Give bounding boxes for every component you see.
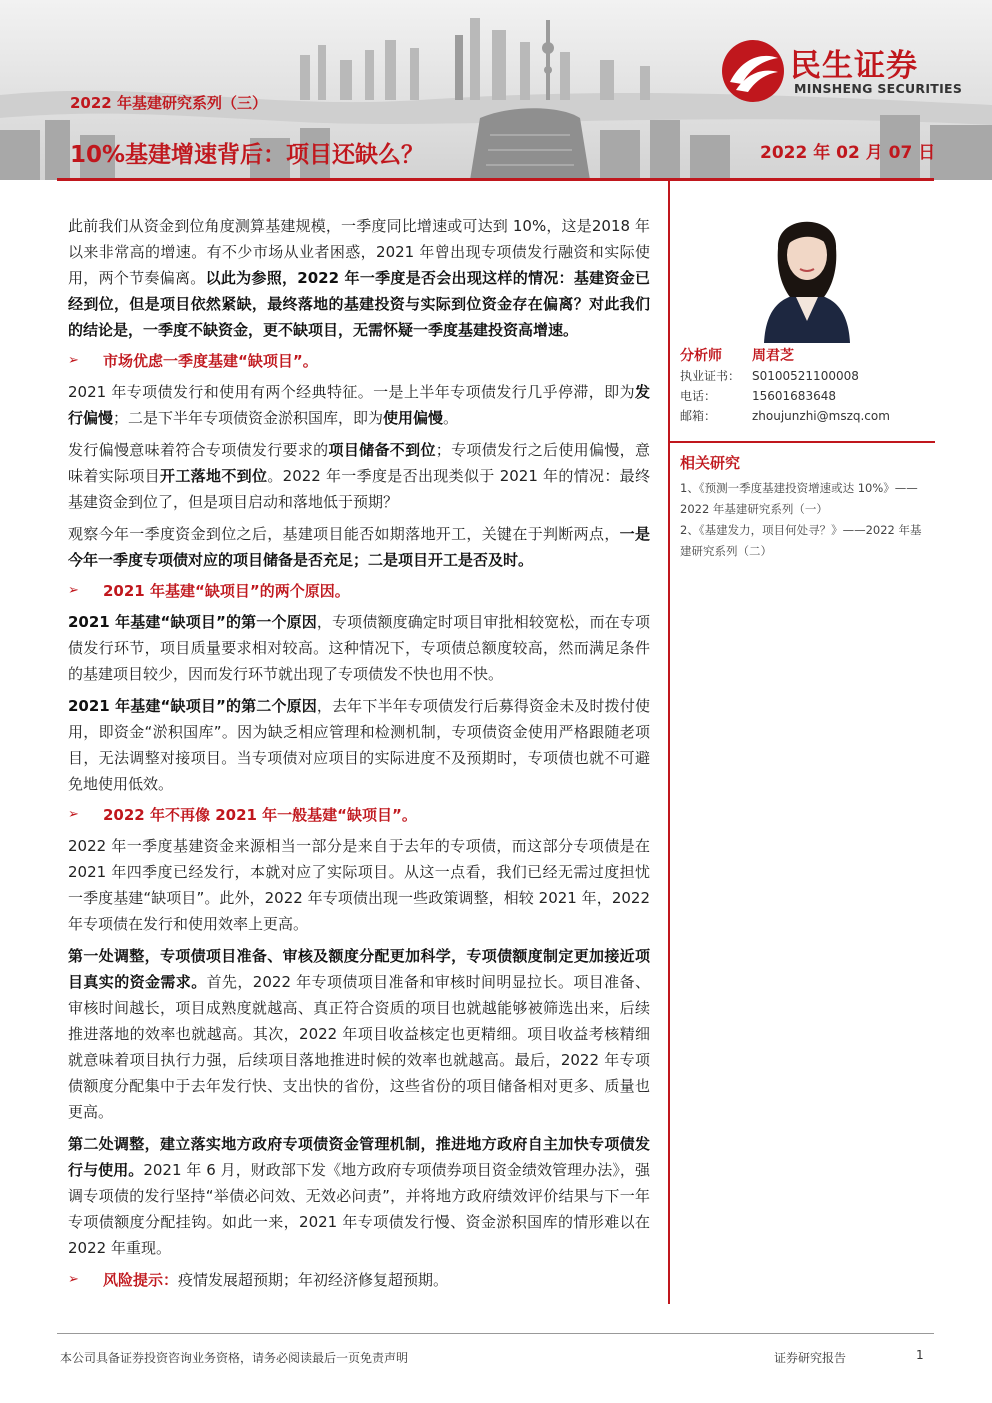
related-research-title: 相关研究 <box>680 454 741 472</box>
section-heading-text: 市场优虑一季度基建“缺项目”。 <box>103 352 318 370</box>
section-heading-text: 2022 年不再像 2021 年一般基建“缺项目”。 <box>103 806 417 824</box>
header-divider <box>57 178 934 181</box>
body-paragraph <box>68 1131 650 1261</box>
emphasis-text: 开工落地不到位 <box>160 467 268 485</box>
page-number: 1 <box>916 1348 924 1362</box>
body-paragraph <box>68 521 650 573</box>
body-paragraph <box>68 437 650 515</box>
body-text: ；专项债发行之后使用偏慢，意味着实际项目 <box>68 441 650 485</box>
analyst-portrait-image <box>744 193 870 343</box>
emphasis-text: 发行偏慢 <box>68 383 650 427</box>
header-banner <box>0 0 992 180</box>
body-paragraph <box>68 609 650 687</box>
analyst-phone-row <box>680 387 836 404</box>
analyst-phone-label: 电话： <box>680 389 717 403</box>
emphasis-text: 项目储备不到位 <box>328 441 436 459</box>
report-series: 2022 年基建研究系列（三） <box>70 94 267 112</box>
risk-label: 风险提示： <box>103 1271 179 1289</box>
body-text: 。2022 年一季度是否出现类似于 2021 年的情况：最终基建资金到位了，但是项目启动和落地低于预期？ <box>68 467 650 511</box>
risk-text: 疫情发展超预期；年初经济修复超预期。 <box>178 1271 449 1289</box>
minsheng-logo <box>720 38 970 106</box>
analyst-license-label: 执业证书： <box>680 369 741 383</box>
arrow-bullet-icon: ➢ <box>68 353 79 368</box>
analyst-name: 周君芝 <box>752 348 794 364</box>
body-text: 发行偏慢意味着符合专项债发行要求的 <box>68 441 329 459</box>
emphasis-text: 使用偏慢 <box>383 409 444 427</box>
intro-emphasis: 以此为参照，2022 年一季度是否会出现这样的情况：基建资金已经到位，但是项目依然紧缺，最终落地的基建投资与实际到位资金存在偏离？对此我们的结论是，一季度不缺资金，更不缺项目，无需怀疑一季度基建投资高增速。 <box>68 269 650 339</box>
related-research-list <box>680 478 930 562</box>
body-text: 。 <box>443 409 459 427</box>
emphasis-text: 2021 年基建“缺项目”的第一个原因 <box>68 613 317 631</box>
analyst-email-row <box>680 407 890 424</box>
minsheng-emblem-icon <box>720 38 786 104</box>
intro-text: 此前我们从资金到位角度测算基建规模，一季度同比增速或可达到 10%，这是2018 年以来非常高的增速。有不少市场从业者困惑，2021 年曾出现专项债发行融资和实际使用，两个节奏偏离。 <box>68 217 650 287</box>
related-research-item[interactable]: 2、《基建发力，项目何处寻？》——2022 年基建研究系列（二） <box>680 523 922 558</box>
intro-paragraph <box>68 213 650 343</box>
body-paragraph <box>68 943 650 1125</box>
arrow-bullet-icon: ➢ <box>68 583 79 598</box>
analyst-name-row <box>680 345 794 365</box>
body-text: ，去年下半年专项债发行后募得资金未及时拨付使用，即资金“淤积国库”。因为缺乏相应管理和检测机制，专项债资金使用严格跟随老项目，无法调整对接项目。当专项债对应项目的实际进度不及预期时，专项债也就不可避免地使用低效。 <box>68 697 650 793</box>
body-text: ，专项债额度确定时项目审批相较宽松，而在专项债发行环节，项目质量要求相对较高。这种情况下，专项债总额度较高，然而满足条件的基建项目较少，因而发行环节就出现了专项债发不快也用不快。 <box>68 613 650 683</box>
logo-text-english: MINSHENG SECURITIES <box>794 81 963 96</box>
analyst-phone-value: 15601683648 <box>752 389 836 403</box>
emphasis-text: 一是今年一季度专项债对应的项目储备是否充足；二是项目开工是否及时。 <box>68 525 650 569</box>
column-divider <box>668 180 670 1304</box>
analyst-email-value[interactable]: zhoujunzhi@mszq.com <box>752 409 890 423</box>
section-heading <box>68 349 650 373</box>
logo-text-chinese: 民生证券 <box>790 48 918 84</box>
body-text: 2021 年专项债发行和使用有两个经典特征。一是上半年专项债发行几乎停滞，即为 <box>68 383 635 401</box>
main-content <box>68 213 650 1293</box>
emphasis-text: 第二处调整，建立落实地方政府专项债资金管理机制，推进地方政府自主加快专项债发行与使用。 <box>68 1135 650 1179</box>
analyst-license-value: S0100521100008 <box>752 369 859 383</box>
footer-disclaimer: 本公司具备证券投资咨询业务资格，请务必阅读最后一页免责声明 <box>60 1351 409 1365</box>
arrow-bullet-icon: ➢ <box>68 1272 79 1287</box>
body-paragraph <box>68 379 650 431</box>
analyst-photo <box>744 193 870 343</box>
footer-report-type: 证券研究报告 <box>774 1351 847 1365</box>
emphasis-text: 第一处调整，专项债项目准备、审核及额度分配更加科学，专项债额度制定更加接近项目真实的资金需求。 <box>68 947 650 991</box>
analyst-email-label: 邮箱： <box>680 409 717 423</box>
section-heading <box>68 803 650 827</box>
body-text: 2022 年一季度基建资金来源相当一部分是来自于去年的专项债，而这部分专项债是在 2021 年四季度已经发行，本就对应了实际项目。从这一点看，我们已经无需过度担忧一季度基建“缺项目”。此外，2022 年专项债出现一些政策调整，相较 2021 年，2022 年专项债在发行和使用效率上更高。 <box>68 837 650 933</box>
body-paragraph <box>68 693 650 797</box>
report-date: 2022 年 02 月 07 日 <box>760 143 936 163</box>
footer-divider <box>57 1333 934 1334</box>
body-text: 2021 年 6 月，财政部下发《地方政府专项债券项目资金绩效管理办法》，强调专项债的发行坚持“举债必问效、无效必问责”，并将地方政府绩效评价结果与下一年专项债额度分配挂钩。如此一来，2021 年专项债发行慢、资金淤积国库的情形难以在 2022 年重现。 <box>68 1161 650 1257</box>
analyst-role: 分析师 <box>680 348 722 364</box>
body-text: 观察今年一季度资金到位之后，基建项目能否如期落地开工，关键在于判断两点， <box>68 525 620 543</box>
sidebar-divider <box>670 441 935 443</box>
analyst-license-row <box>680 367 859 384</box>
related-research-item[interactable]: 1、《预测一季度基建投资增速或达 10%》——2022 年基建研究系列（一） <box>680 481 918 516</box>
body-paragraph <box>68 833 650 937</box>
section-heading-text: 2021 年基建“缺项目”的两个原因。 <box>103 582 350 600</box>
report-title: 10%基建增速背后：项目还缺么？ <box>70 142 425 168</box>
section-heading <box>68 579 650 603</box>
risk-warning <box>68 1267 650 1293</box>
body-text: ；二是下半年专项债资金淤积国库，即为 <box>113 409 384 427</box>
emphasis-text: 2021 年基建“缺项目”的第二个原因 <box>68 697 317 715</box>
arrow-bullet-icon: ➢ <box>68 807 79 822</box>
body-text: 首先，2022 年专项债项目准备和审核时间明显拉长。项目准备、审核时间越长，项目成熟度就越高、真正符合资质的项目也就越能够被筛选出来，后续推进落地的效率也就越高。其次，2022 年项目收益核定也更精细。项目收益考核精细就意味着项目执行力强，后续项目落地推进时候的效率也就越高。最后，2022 年专项债额度分配集中于去年发行快、支出快的省份，这些省份的项目储备相对更多、质量也更高。 <box>68 973 650 1121</box>
